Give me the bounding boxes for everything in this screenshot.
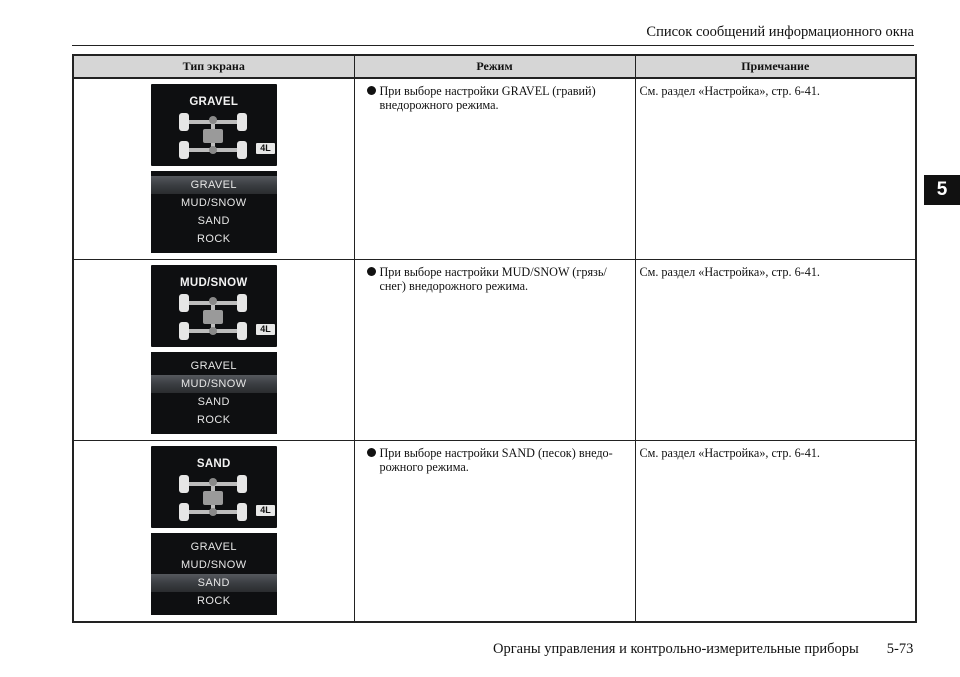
header-rule xyxy=(72,45,914,46)
chapter-tab: 5 xyxy=(924,175,960,205)
display-option: MUD/SNOW xyxy=(180,197,247,209)
display-screen xyxy=(151,265,277,434)
table-row xyxy=(73,441,916,623)
table-header-row xyxy=(73,55,916,78)
mode-description: При выборе настройки MUD/SNOW (грязь/снег) внедорожного режима. xyxy=(379,265,607,293)
page-header-title: Список сообщений информационного окна xyxy=(646,24,914,40)
footer-section-title: Органы управления и контрольно-измерительные приборы xyxy=(493,641,859,657)
low-range-badge: 4L xyxy=(256,324,275,335)
mode-description: При выборе настройки SAND (песок) внедо-рожного режима. xyxy=(379,446,613,474)
note-cell: См. раздел «Настройка», стр. 6-41. xyxy=(635,78,916,260)
display-option: ROCK xyxy=(197,595,231,607)
mode-description: При выборе настройки GRAVEL (гравий) внедорожного режима. xyxy=(379,84,596,112)
table-row xyxy=(73,260,916,441)
display-mode-title: MUD/SNOW xyxy=(179,277,248,289)
table-row xyxy=(73,78,916,260)
display-option: SAND xyxy=(197,215,230,227)
display-top-panel xyxy=(151,446,277,528)
bullet-icon xyxy=(367,448,376,457)
bullet-icon xyxy=(367,267,376,276)
column-header-screen-type: Тип экрана xyxy=(73,55,354,78)
drivetrain-icon xyxy=(177,109,249,163)
bullet-icon xyxy=(367,86,376,95)
mode-cell xyxy=(354,441,635,623)
drivetrain-icon xyxy=(177,471,249,525)
mode-cell xyxy=(354,260,635,441)
low-range-badge: 4L xyxy=(256,143,275,154)
display-top-panel xyxy=(151,84,277,166)
drivetrain-icon xyxy=(177,290,249,344)
note-cell: См. раздел «Настройка», стр. 6-41. xyxy=(635,441,916,623)
display-mode-title: SAND xyxy=(196,458,231,470)
column-header-note: Примечание xyxy=(635,55,916,78)
screen-cell xyxy=(73,260,354,441)
display-option-list xyxy=(151,352,277,434)
display-option-list xyxy=(151,533,277,615)
display-option-list xyxy=(151,171,277,253)
display-option: GRAVEL xyxy=(190,541,237,553)
page-number: 5-73 xyxy=(886,641,914,657)
display-screen xyxy=(151,446,277,615)
screen-cell xyxy=(73,78,354,260)
display-option: SAND xyxy=(151,574,277,592)
display-option: MUD/SNOW xyxy=(180,559,247,571)
low-range-badge: 4L xyxy=(256,505,275,516)
display-top-panel xyxy=(151,265,277,347)
display-screen xyxy=(151,84,277,253)
message-table xyxy=(72,54,917,623)
display-option: GRAVEL xyxy=(151,176,277,194)
display-option: GRAVEL xyxy=(190,360,237,372)
mode-cell xyxy=(354,78,635,260)
page-footer xyxy=(493,641,913,658)
display-mode-title: GRAVEL xyxy=(189,96,239,108)
screen-cell xyxy=(73,441,354,623)
display-option: ROCK xyxy=(197,414,231,426)
display-option: ROCK xyxy=(197,233,231,245)
display-option: SAND xyxy=(197,396,230,408)
note-cell: См. раздел «Настройка», стр. 6-41. xyxy=(635,260,916,441)
column-header-mode: Режим xyxy=(354,55,635,78)
display-option: MUD/SNOW xyxy=(151,375,277,393)
